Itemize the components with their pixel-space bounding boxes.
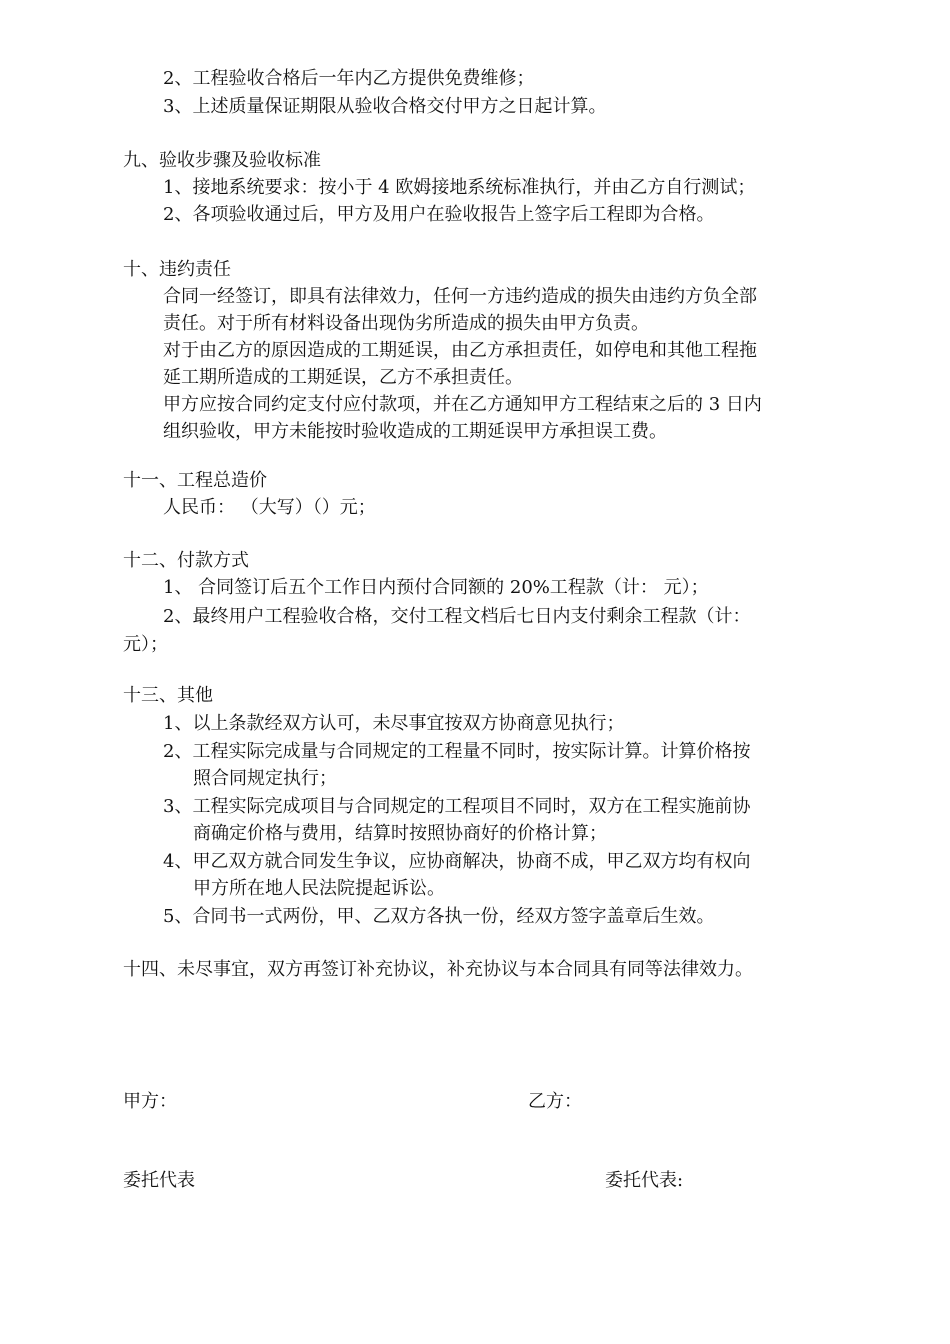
section-13-item-1: 1、以上条款经双方认可，未尽事宜按双方协商意见执行； (163, 713, 625, 734)
section-9-heading: 九、验收步骤及验收标准 (123, 150, 321, 171)
section-13-item-3-line-2: 商确定价格与费用，结算时按照协商好的价格计算； (193, 823, 607, 844)
quality-item-3: 3、上述质量保证期限从验收合格交付甲方之日起计算。 (163, 96, 607, 117)
section-10-line-4: 延工期所造成的工期延误，乙方不承担责任。 (163, 367, 523, 388)
section-13-item-2-line-2: 照合同规定执行； (193, 768, 337, 789)
section-10-line-5: 甲方应按合同约定支付应付款项，并在乙方通知甲方工程结束之后的 3 日内 (163, 394, 762, 415)
section-11-price-line: 人民币： （大写）（）元； (163, 497, 376, 518)
section-14-line: 十四、未尽事宜，双方再签订补充协议，补充协议与本合同具有同等法律效力。 (123, 959, 753, 980)
section-12-item-1: 1、 合同签订后五个工作日内预付合同额的 20%工程款（计： 元）； (163, 577, 709, 598)
section-10-line-6: 组织验收，甲方未能按时验收造成的工期延误甲方承担误工费。 (163, 421, 667, 442)
section-13-heading: 十三、其他 (123, 685, 213, 706)
section-12-item-2-line-1: 2、最终用户工程验收合格，交付工程文档后七日内支付剩余工程款（计： (163, 606, 751, 627)
section-13-item-3-line-1: 3、工程实际完成项目与合同规定的工程项目不同时，双方在工程实施前协 (163, 796, 751, 817)
section-12-item-2-line-2: 元）； (123, 634, 168, 655)
section-11-heading: 十一、工程总造价 (123, 470, 267, 491)
party-a-label: 甲方： (123, 1091, 177, 1112)
quality-item-2: 2、工程验收合格后一年内乙方提供免费维修； (163, 68, 535, 89)
section-10-line-2: 责任。对于所有材料设备出现伪劣所造成的损失由甲方负责。 (163, 313, 649, 334)
section-13-item-2-line-1: 2、工程实际完成量与合同规定的工程量不同时，按实际计算。计算价格按 (163, 741, 751, 762)
section-10-line-1: 合同一经签订，即具有法律效力，任何一方违约造成的损失由违约方负全部 (163, 286, 757, 307)
section-9-item-2: 2、各项验收通过后，甲方及用户在验收报告上签字后工程即为合格。 (163, 204, 715, 225)
section-10-line-3: 对于由乙方的原因造成的工期延误，由乙方承担责任，如停电和其他工程拖 (163, 340, 757, 361)
section-13-item-4-line-2: 甲方所在地人民法院提起诉讼。 (193, 878, 445, 899)
party-b-label: 乙方： (528, 1091, 582, 1112)
section-13-item-5: 5、合同书一式两份，甲、乙双方各执一份，经双方签字盖章后生效。 (163, 906, 715, 927)
section-10-heading: 十、违约责任 (123, 259, 231, 280)
section-13-item-4-line-1: 4、甲乙双方就合同发生争议，应协商解决，协商不成，甲乙双方均有权向 (163, 851, 751, 872)
party-b-representative-label: 委托代表: (605, 1170, 684, 1191)
section-12-heading: 十二、付款方式 (123, 550, 249, 571)
party-a-representative-label: 委托代表 (123, 1170, 195, 1191)
section-9-item-1: 1、接地系统要求：按小于 4 欧姆接地系统标准执行，并由乙方自行测试； (163, 177, 756, 198)
